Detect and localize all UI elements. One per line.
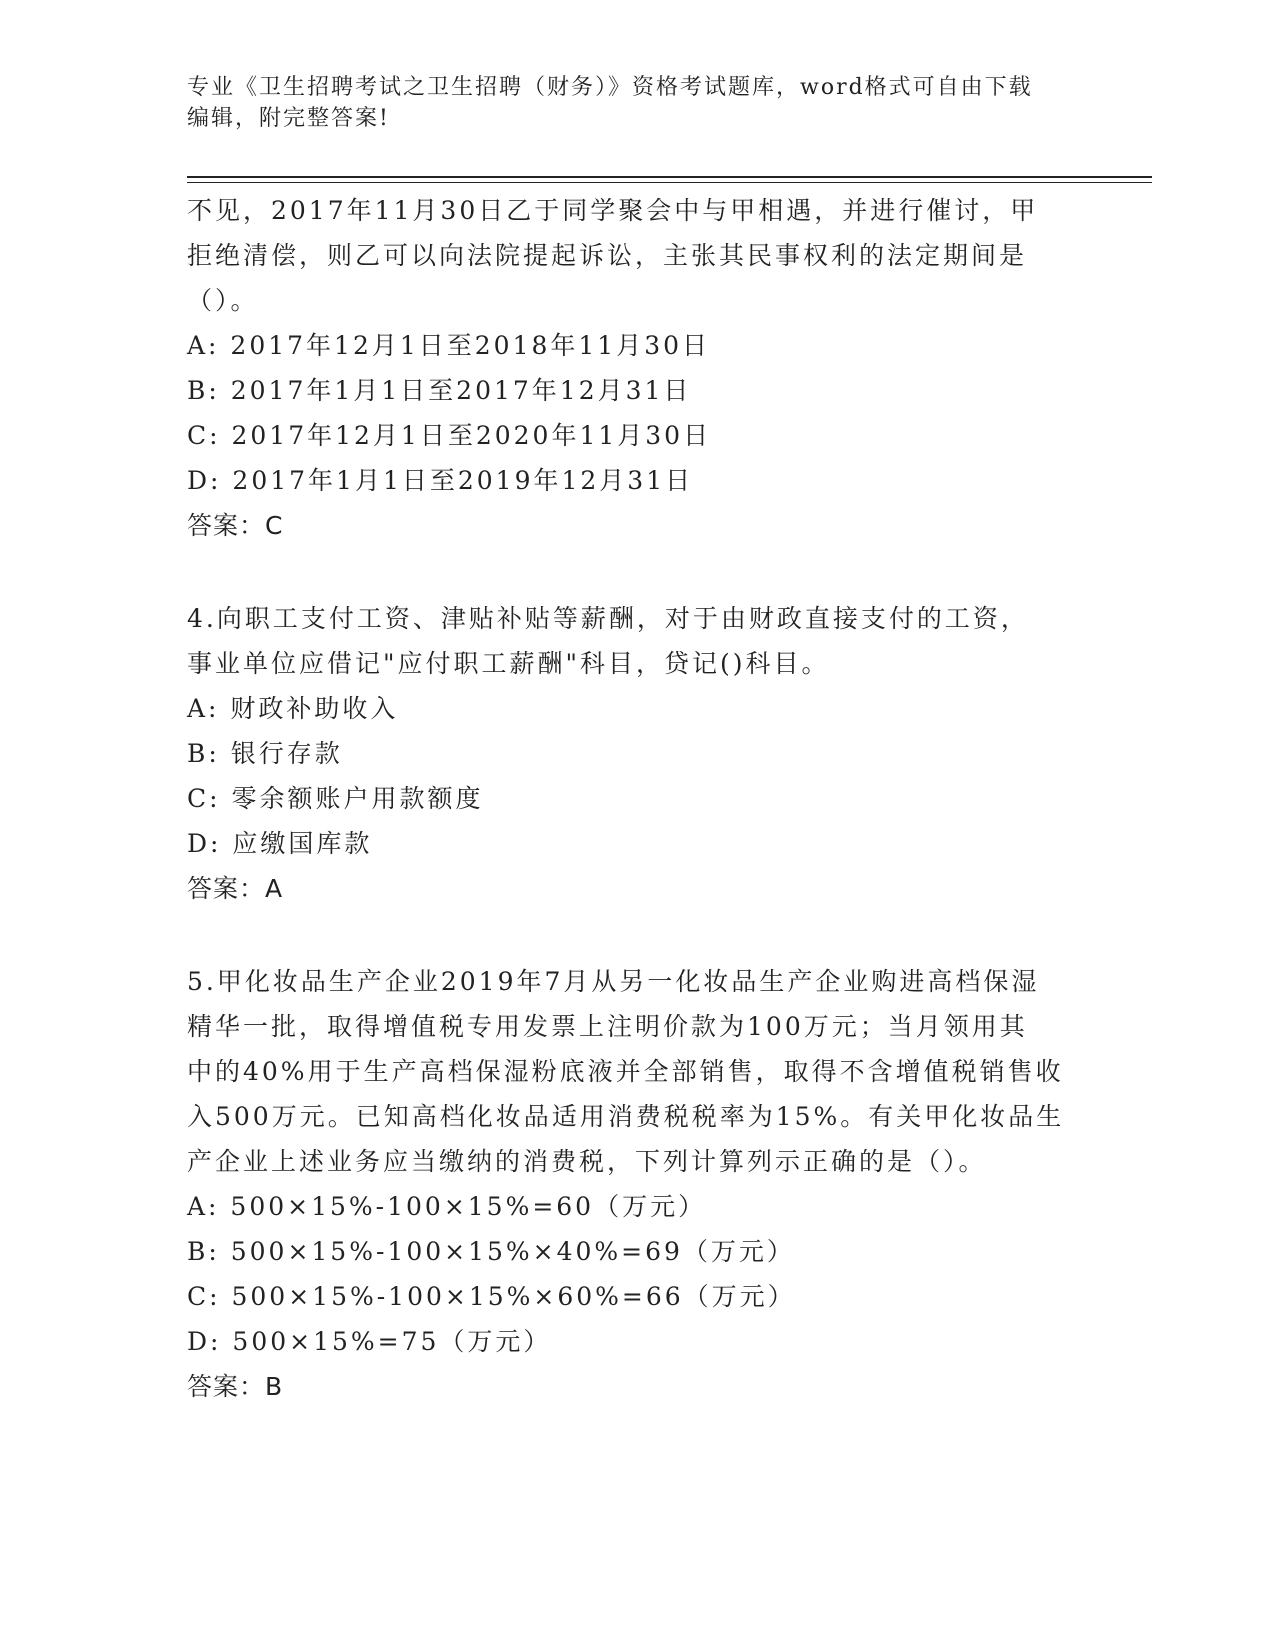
question-stem-line: 入500万元。已知高档化妆品适用消费税税率为15%。有关甲化妆品生: [187, 1102, 1065, 1131]
option-b: B: 500×15%-100×15%×40%=69（万元）: [187, 1237, 795, 1266]
document-body: [187, 188, 1087, 1409]
question-stem-line: 4.向职工支付工资、津贴补贴等薪酬，对于由财政直接支付的工资，: [187, 604, 1029, 633]
question-stem-line: 产企业上述业务应当缴纳的消费税，下列计算列示正确的是（）。: [187, 1147, 987, 1176]
option-c: C: 2017年12月1日至2020年11月30日: [187, 421, 712, 450]
option-d: D: 500×15%=75（万元）: [187, 1327, 552, 1356]
option-d: D: 2017年1月1日至2019年12月31日: [187, 466, 694, 495]
answer-label: 答案：C: [187, 511, 284, 540]
header-rule-thin: [187, 182, 1152, 183]
option-a: A: 500×15%-100×15%=60（万元）: [187, 1192, 707, 1221]
option-a: A: 2017年12月1日至2018年11月30日: [187, 331, 711, 360]
option-a: A: 财政补助收入: [187, 694, 399, 723]
document-header: [187, 72, 1087, 134]
question-gap: [187, 911, 1087, 959]
option-d: D: 应缴国库款: [187, 829, 373, 858]
question-3: [187, 188, 1087, 548]
header-line-2: 编辑，附完整答案!: [187, 106, 390, 131]
question-stem-line: 事业单位应借记"应付职工薪酬"科目，贷记()科目。: [187, 649, 830, 678]
option-b: B: 银行存款: [187, 739, 343, 768]
question-5: [187, 959, 1087, 1409]
question-stem-line: 不见，2017年11月30日乙于同学聚会中与甲相遇，并进行催讨，甲: [187, 196, 1039, 225]
answer-label: 答案：B: [187, 1372, 284, 1401]
question-stem-line: 精华一批，取得增值税专用发票上注明价款为100万元；当月领用其: [187, 1012, 1028, 1041]
question-stem-line: （）。: [187, 286, 259, 315]
option-c: C: 零余额账户用款额度: [187, 784, 484, 813]
header-line-1: 专业《卫生招聘考试之卫生招聘（财务）》资格考试题库，word格式可自由下载: [187, 75, 1033, 100]
option-c: C: 500×15%-100×15%×60%=66（万元）: [187, 1282, 796, 1311]
option-b: B: 2017年1月1日至2017年12月31日: [187, 376, 692, 405]
question-4: [187, 596, 1087, 911]
answer-label: 答案：A: [187, 874, 284, 903]
question-gap: [187, 548, 1087, 596]
question-stem-line: 中的40%用于生产高档保湿粉底液并全部销售，取得不含增值税销售收: [187, 1057, 1064, 1086]
question-stem-line: 5.甲化妆品生产企业2019年7月从另一化妆品生产企业购进高档保湿: [187, 967, 1040, 996]
question-stem-line: 拒绝清偿，则乙可以向法院提起诉讼，主张其民事权利的法定期间是: [187, 241, 1028, 270]
header-rule-thick: [187, 176, 1152, 178]
